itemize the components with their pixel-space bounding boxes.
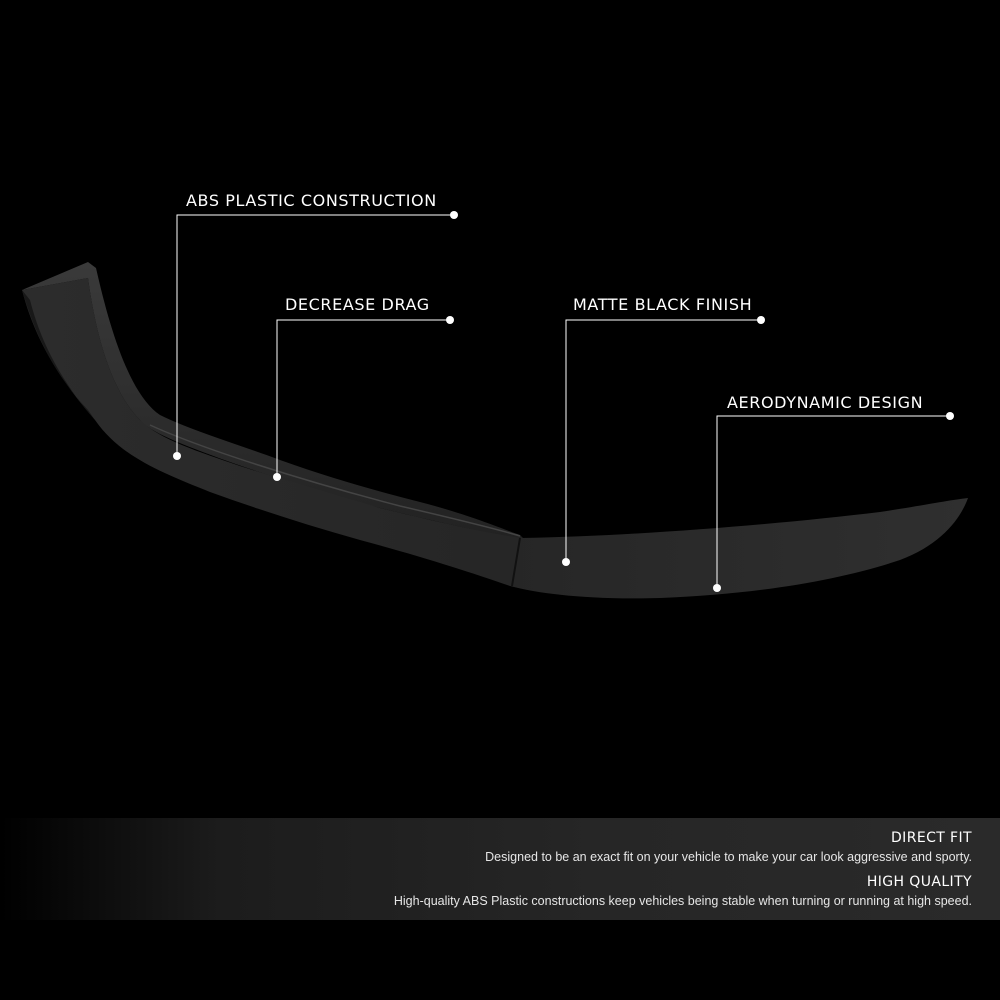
feature-title-high-quality: HIGH QUALITY xyxy=(866,874,972,890)
callout-dot-matte-end xyxy=(757,316,765,324)
callout-aerodynamic: AERODYNAMIC DESIGN xyxy=(727,393,924,412)
callout-dot-aero-start xyxy=(713,584,721,592)
leader-matte-black xyxy=(566,320,761,562)
leader-abs-plastic xyxy=(177,215,454,456)
leader-decrease-drag xyxy=(277,320,450,477)
feature-info-band xyxy=(0,818,1000,920)
callout-matte-black: MATTE BLACK FINISH xyxy=(573,295,753,314)
feature-desc-high-quality: High-quality ABS Plastic constructions keep vehicles being stable when turning or running at high speed. xyxy=(393,894,972,908)
callout-abs-plastic: ABS PLASTIC CONSTRUCTION xyxy=(186,191,437,210)
leader-aerodynamic xyxy=(717,416,950,588)
callout-dot-abs-start xyxy=(173,452,181,460)
callout-decrease-drag: DECREASE DRAG xyxy=(285,295,430,314)
callout-dot-abs-end xyxy=(450,211,458,219)
callout-dot-drag-end xyxy=(446,316,454,324)
callout-dot-drag-start xyxy=(273,473,281,481)
feature-title-direct-fit: DIRECT FIT xyxy=(891,830,972,846)
callout-dot-matte-start xyxy=(562,558,570,566)
callout-dot-aero-end xyxy=(946,412,954,420)
feature-desc-direct-fit: Designed to be an exact fit on your vehicle to make your car look aggressive and sporty. xyxy=(485,850,972,864)
